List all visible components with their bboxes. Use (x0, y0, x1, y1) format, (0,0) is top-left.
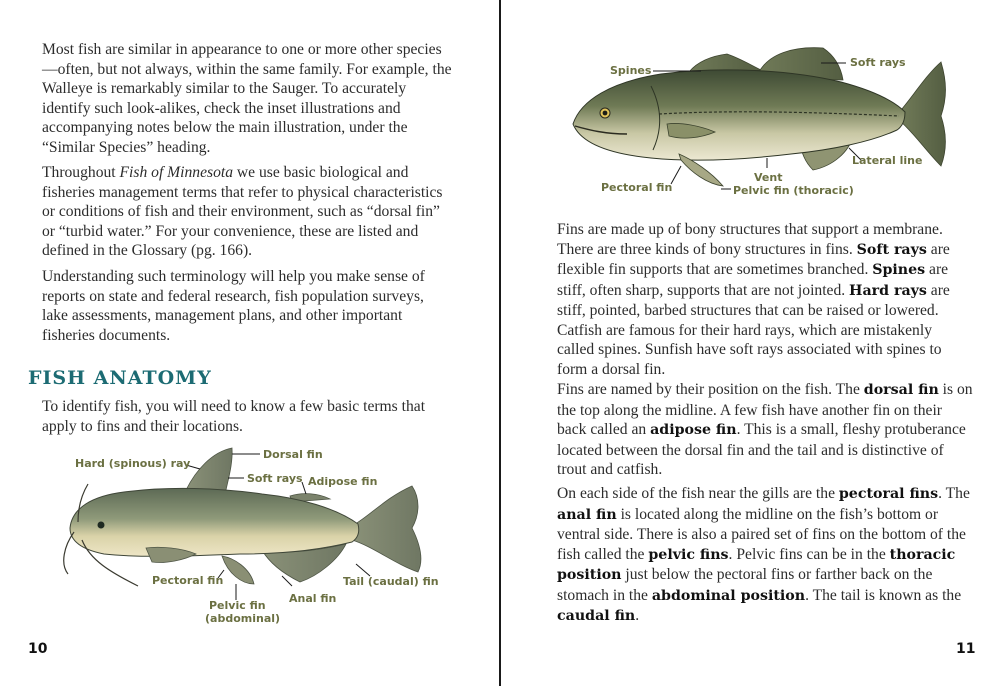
label-pelvic-fin: Pelvic fin (209, 599, 266, 612)
page-number-left: 10 (28, 641, 48, 657)
label-anal-fin: Anal fin (289, 592, 337, 605)
catfish-pelvic-fin (222, 556, 254, 584)
section-heading-fish-anatomy: FISH ANATOMY (28, 367, 212, 389)
label-spines: Spines (610, 64, 652, 77)
label-pectoral-fin: Pectoral fin (152, 574, 224, 587)
right-page (501, 0, 1000, 686)
paragraph-paired-fins: On each side of the fish near the gills are the pectoral fins. The anal fin is located along the midline on the fish’s bottom or ventral side. There is also a paired set of fins on the bottom of the fish called the pelvic fins. Pelvic fins can be in the thoracic position just below the pectoral fins or farther back on the stomach in the abdominal position. The tail is known as the caudal fin. (557, 485, 970, 624)
bass-tail-fin (901, 62, 946, 166)
paragraph-anatomy-intro: To identify fish, you will need to know a few basic terms that apply to fins and their locations. (42, 398, 426, 435)
label-lateral-line: Lateral line (852, 154, 923, 167)
bass-anatomy-figure (501, 40, 1000, 205)
paragraph-bony-structures: Fins are made up of bony structures that support a membrane. There are three kinds of bony structures in fins. Soft rays are flexible fin supports that are sometimes branched. Spines are stiff, often sharp, supports that are not jointed. Hard rays are stiff, pointed, barbed structures that can be raised or lowered. Catfish are famous for their hard rays, which are mistakenly called spines. Sunfish have soft rays associated with spines to form a dorsal fin. (557, 221, 950, 378)
label-tail-caudal-fin: Tail (caudal) fin (343, 575, 439, 588)
label-soft-rays-bass: Soft rays (850, 56, 906, 69)
label-dorsal-fin: Dorsal fin (263, 448, 323, 461)
left-page (0, 0, 499, 686)
catfish-tail-fin (352, 486, 421, 572)
book-title: Fish of Minnesota (119, 164, 234, 181)
paragraph-fin-naming: Fins are named by their position on the fish. The dorsal fin is on the top along the midline. A few fish have another fin on their back called an adipose fin. This is a small, fleshy protuberance located between the dorsal fin and the tail and is distinctive of trout and catfish. (557, 381, 973, 478)
page-number-right: 11 (956, 641, 976, 657)
label-pelvic-abdominal: (abdominal) (205, 612, 281, 625)
label-pelvic-fin-thoracic: Pelvic fin (thoracic) (733, 184, 854, 197)
label-soft-rays: Soft rays (247, 472, 303, 485)
label-hard-spinous-ray: Hard (spinous) ray (75, 457, 191, 470)
catfish-anatomy-figure (0, 436, 499, 636)
paragraph-understanding: Understanding such terminology will help you make sense of reports on state and federal research, fish population surveys, lake assessments, management plans, and other important fisheries documents. (42, 268, 425, 344)
paragraph-terminology: Throughout Fish of Minnesota we use basic biological and fisheries management terms that refer to physical characteristics or conditions of fish and their environment, such as “dorsal fin” or “turbid water.” For your convenience, these are listed and defined in the Glossary (pg. 166). (42, 164, 443, 259)
bass-body (573, 70, 905, 160)
paragraph-look-alikes: Most fish are similar in appearance to one or more other species—often, but not always, within the same family. For example, the Walleye is remarkably similar to the Sauger. To accurately identify such look-alikes, check the inset illustrations and accompanying notes below the main illustration, under the “Similar Species” heading. (42, 41, 452, 156)
label-vent: Vent (754, 171, 783, 184)
label-pectoral-fin-bass: Pectoral fin (601, 181, 673, 194)
catfish-eye (98, 522, 105, 529)
label-adipose-fin: Adipose fin (308, 475, 378, 488)
catfish-dorsal-fin (186, 448, 232, 490)
